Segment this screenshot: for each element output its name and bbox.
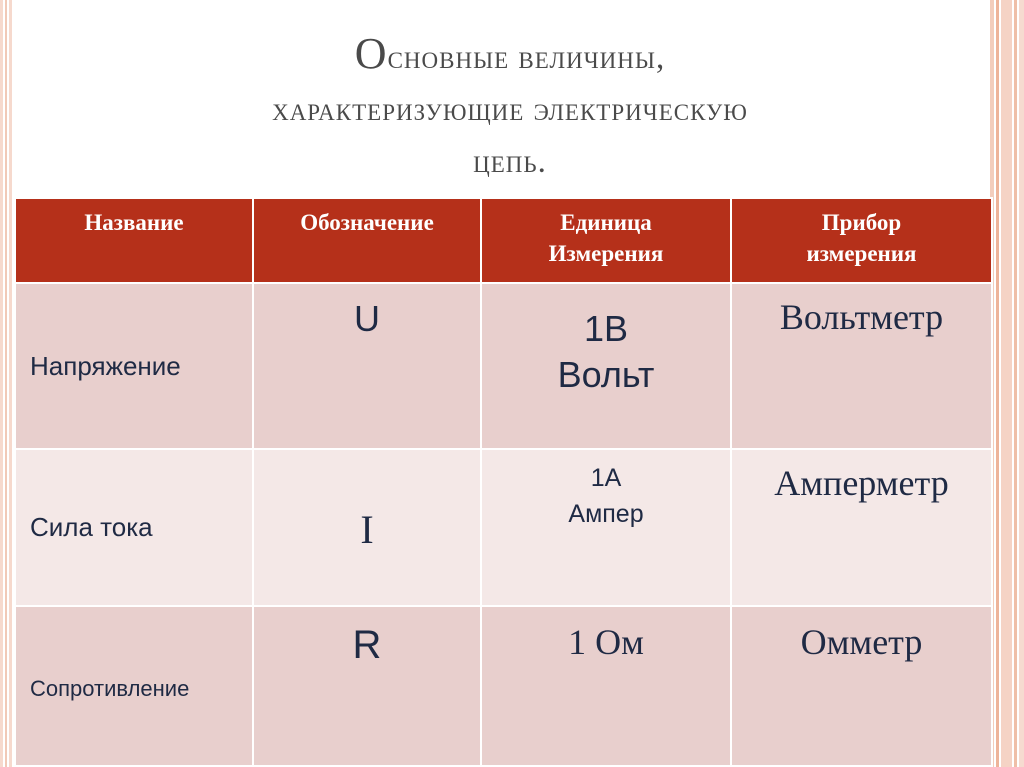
row-device: Омметр (800, 622, 923, 662)
header-unit (481, 198, 731, 283)
row-symbol: R (352, 623, 382, 667)
row-unit-line1: 1А (590, 464, 622, 492)
cell-symbol (253, 606, 481, 766)
row-name-label: Сила тока (30, 512, 153, 542)
header-symbol-label: Обозначение (300, 210, 434, 235)
table-row (15, 283, 992, 449)
cell-name (15, 283, 253, 449)
cell-device (731, 283, 992, 449)
row-name-label: Напряжение (30, 350, 181, 381)
row-name-label: Сопротивление (30, 676, 190, 701)
row-unit-line1: 1В (583, 308, 629, 349)
row-unit-line2: Вольт (557, 354, 655, 395)
row-device: Амперметр (774, 463, 949, 503)
header-unit-line1: Единица (560, 210, 652, 235)
header-unit-line2: Измерения (548, 241, 664, 266)
quantities-table (14, 197, 993, 767)
table-row (15, 449, 992, 606)
table-header-row (15, 198, 992, 283)
cell-unit (481, 606, 731, 766)
cell-name (15, 449, 253, 606)
header-name-label: Название (84, 210, 184, 235)
row-symbol: I (360, 507, 374, 552)
title-line-1: Основные величины, (354, 29, 666, 78)
title-line-2: характеризующие электрическую (272, 92, 748, 128)
header-name (15, 198, 253, 283)
cell-name (15, 606, 253, 766)
cell-symbol (253, 283, 481, 449)
header-device-line2: измерения (806, 241, 917, 266)
title-line-3: цепь. (473, 144, 547, 180)
row-unit-line1: 1 Ом (568, 622, 644, 662)
cell-unit (481, 449, 731, 606)
row-symbol: U (354, 298, 380, 339)
slide-title (60, 28, 960, 188)
row-device: Вольтметр (779, 297, 944, 337)
header-device-line1: Прибор (821, 210, 902, 235)
left-decorative-border (0, 0, 12, 767)
cell-symbol (253, 449, 481, 606)
row-unit-line2: Ампер (568, 500, 644, 528)
cell-unit (481, 283, 731, 449)
header-device (731, 198, 992, 283)
header-symbol (253, 198, 481, 283)
cell-device (731, 449, 992, 606)
cell-device (731, 606, 992, 766)
table-row (15, 606, 992, 766)
